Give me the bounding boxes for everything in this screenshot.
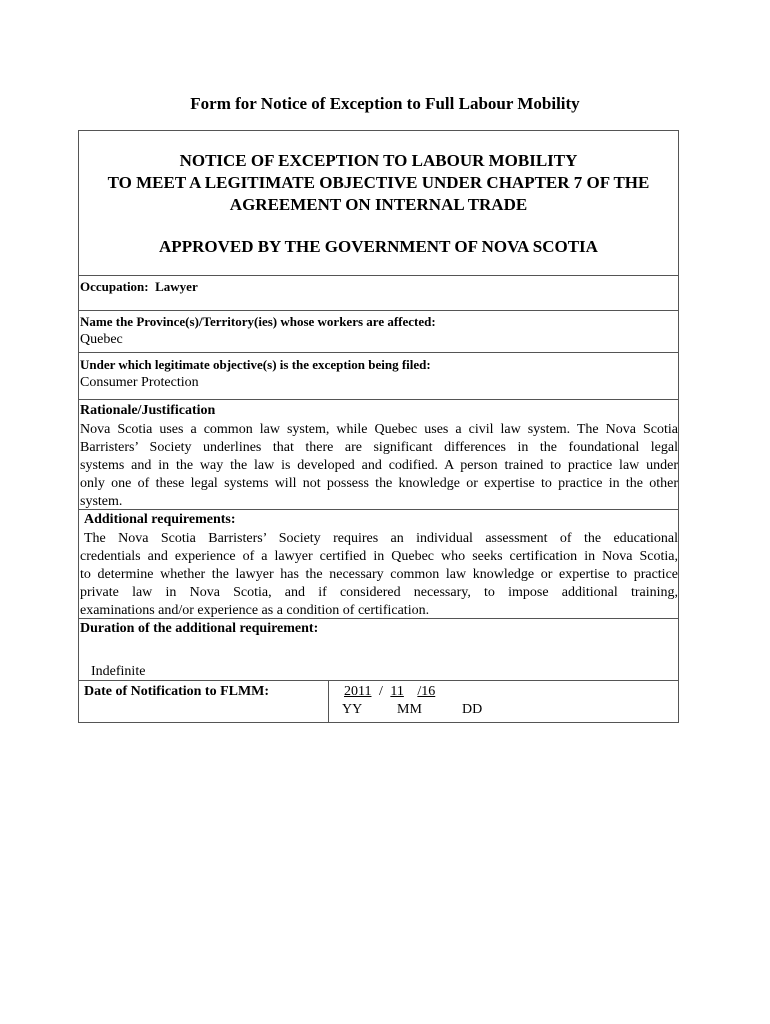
occupation-value: Lawyer bbox=[155, 279, 198, 294]
divider bbox=[79, 618, 678, 619]
rationale-text bbox=[80, 421, 678, 511]
header-line-3: AGREEMENT ON INTERNAL TRADE bbox=[229, 195, 528, 214]
date-mm-label: MM bbox=[397, 702, 422, 717]
duration-value: Indefinite bbox=[91, 664, 146, 679]
divider bbox=[79, 509, 678, 510]
objective-value: Consumer Protection bbox=[80, 375, 199, 390]
additional-line: private law in Nova Scotia, and if considered necessary, to impose additional training, bbox=[80, 585, 678, 600]
date-column-divider bbox=[328, 680, 329, 723]
additional-line: examinations and/or experience as a condition of certification. bbox=[80, 603, 430, 618]
rationale-line: systems and in the way the law is developed and codified. A person trained to practice law under bbox=[80, 458, 678, 473]
rationale-line: Nova Scotia uses a common law system, while Quebec uses a civil law system. The Nova Scotia bbox=[80, 422, 678, 437]
rationale-label: Rationale/Justification bbox=[80, 403, 216, 418]
objective-label: Under which legitimate objective(s) is the exception being filed: bbox=[80, 357, 431, 372]
divider bbox=[79, 680, 678, 681]
additional-line: The Nova Scotia Barristers’ Society requires an individual assessment of the educational bbox=[84, 531, 678, 546]
rationale-line: Barristers’ Society underlines that there are significant differences in the foundational legal bbox=[80, 440, 678, 455]
date-yy-label: YY bbox=[342, 702, 363, 717]
divider bbox=[79, 352, 678, 353]
date-separator: / bbox=[378, 684, 383, 699]
date-dd-label: DD bbox=[462, 702, 483, 717]
date-year: 2011 bbox=[344, 684, 372, 699]
divider bbox=[79, 399, 678, 400]
rationale-line: only one of these legal systems will not possess the knowledge or expertise to practice in the other bbox=[80, 476, 678, 491]
page-title: Form for Notice of Exception to Full Labour Mobility bbox=[190, 94, 580, 113]
additional-line: to determine whether the lawyer has the necessary common law knowledge or expertise to practice bbox=[80, 567, 678, 582]
occupation-field bbox=[80, 279, 198, 295]
divider bbox=[79, 310, 678, 311]
approved-heading: APPROVED BY THE GOVERNMENT OF NOVA SCOTIA bbox=[159, 237, 598, 256]
additional-line: credentials and experience of a lawyer certified in Quebec who seeks certification in Nova Scotia, bbox=[80, 549, 678, 564]
provinces-label: Name the Province(s)/Territory(ies) whose workers are affected: bbox=[80, 314, 436, 329]
date-month: 11 bbox=[390, 684, 404, 699]
notification-date bbox=[344, 683, 435, 700]
header-line-2: TO MEET A LEGITIMATE OBJECTIVE UNDER CHAPTER 7 OF THE bbox=[107, 173, 650, 192]
additional-text bbox=[80, 530, 678, 620]
date-day: /16 bbox=[417, 684, 436, 699]
notification-label: Date of Notification to FLMM: bbox=[84, 684, 270, 699]
additional-label: Additional requirements: bbox=[84, 512, 236, 527]
divider bbox=[79, 275, 678, 276]
provinces-value: Quebec bbox=[80, 332, 123, 347]
duration-label: Duration of the additional requirement: bbox=[80, 621, 319, 636]
notice-form bbox=[78, 130, 679, 723]
rationale-line: system. bbox=[80, 494, 123, 509]
occupation-label: Occupation: bbox=[80, 279, 149, 294]
header-line-1: NOTICE OF EXCEPTION TO LABOUR MOBILITY bbox=[179, 151, 578, 170]
